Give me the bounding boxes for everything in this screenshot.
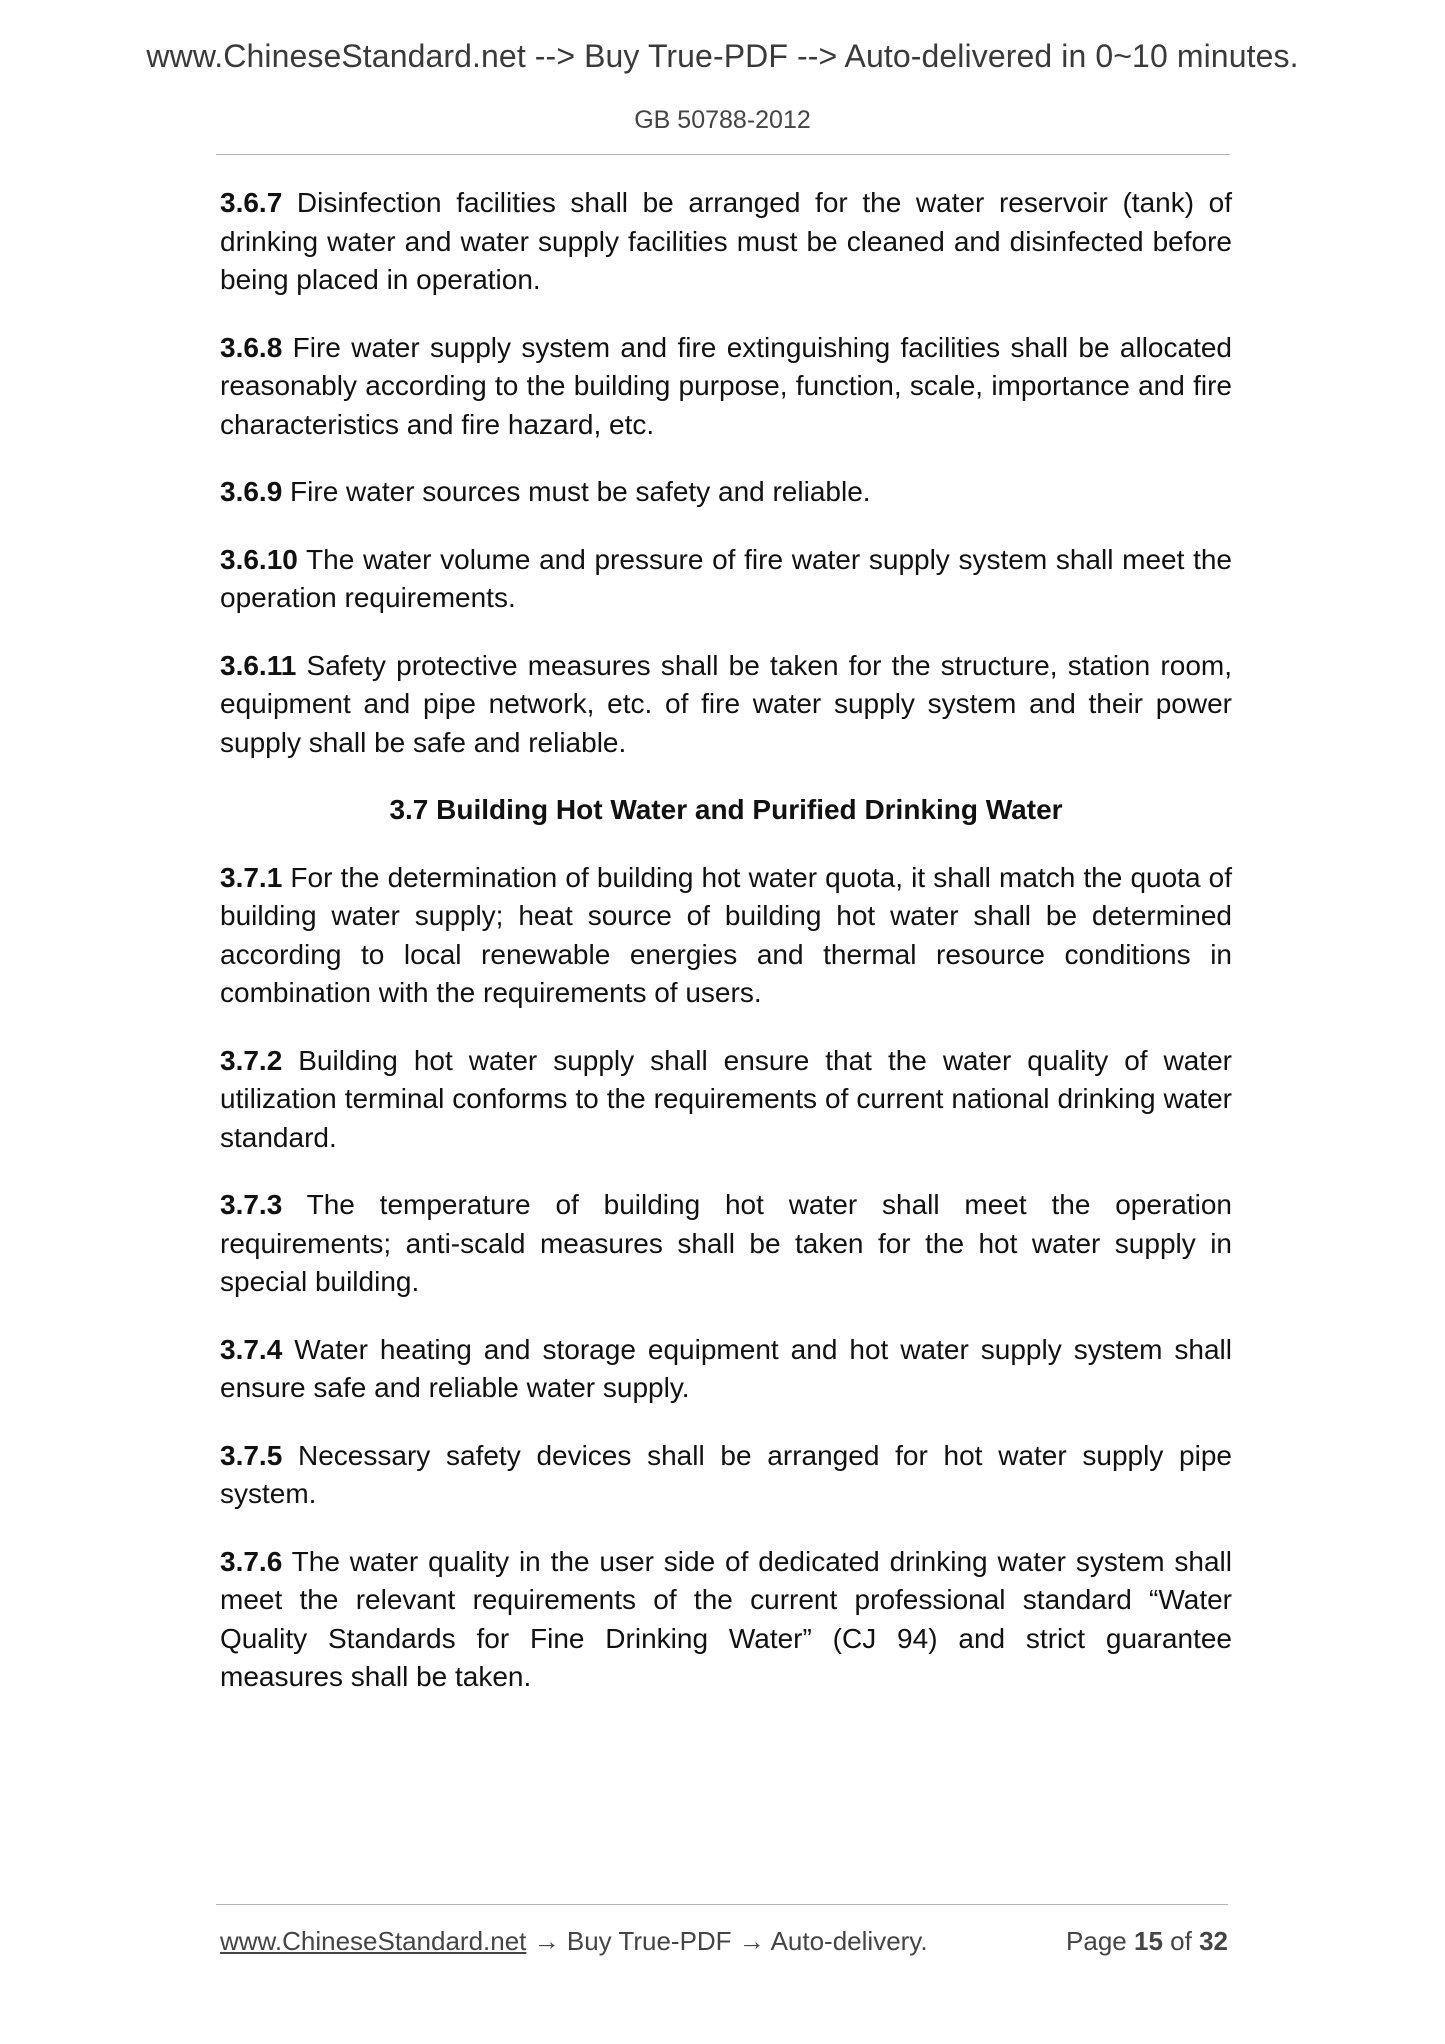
clause-3-7-6 (220, 1543, 1232, 1697)
clause-text: The water volume and pressure of fire water supply system shall meet the operation requirements. (220, 543, 1232, 613)
page-current: 15 (1134, 1926, 1163, 1956)
clause-number: 3.7.1 (220, 861, 283, 893)
page-label: Page (1066, 1926, 1127, 1956)
page-indicator (1066, 1926, 1228, 1957)
clause-number: 3.7.4 (220, 1333, 283, 1365)
clause-3-7-4 (220, 1331, 1232, 1408)
clause-text: Water heating and storage equipment and hot water supply system shall ensure safe and reliable water supply. (220, 1333, 1232, 1403)
page-total: 32 (1199, 1926, 1228, 1956)
header-divider (216, 154, 1230, 155)
clause-number: 3.7.5 (220, 1439, 283, 1471)
clause-3-6-9 (220, 473, 1232, 512)
clause-3-7-5 (220, 1437, 1232, 1514)
document-body (220, 184, 1232, 1726)
clause-3-7-1 (220, 859, 1232, 1013)
clause-text: Fire water sources must be safety and reliable. (282, 476, 871, 507)
clause-number: 3.6.9 (220, 476, 283, 507)
clause-text: Fire water supply system and fire extinguishing facilities shall be allocated reasonably according to the building purpose, function, scale, importance and fire characteristics and fire hazard, etc. (220, 331, 1232, 440)
clause-text: Necessary safety devices shall be arranged for hot water supply pipe system. (220, 1439, 1232, 1509)
clause-number: 3.6.10 (220, 543, 298, 575)
clause-text: The temperature of building hot water shall meet the operation requirements; anti-scald measures shall be taken for the hot water supply in special building. (220, 1189, 1232, 1297)
clause-text: Safety protective measures shall be taken for the structure, station room, equipment and pipe network, etc. of fire water supply system and their power supply shall be safe and reliable. (220, 649, 1232, 758)
footer-tagline: → Buy True-PDF → Auto-delivery. (526, 1926, 928, 1956)
clause-number: 3.6.8 (220, 331, 283, 363)
footer-website-link[interactable]: www.ChineseStandard.net (220, 1926, 527, 1956)
clause-text: For the determination of building hot water quota, it shall match the quota of building water supply; heat source of building hot water shall be determined according to local renewable energies and thermal resource conditions in combination with the requirements of users. (220, 861, 1232, 1008)
page-of-label: of (1170, 1926, 1192, 1956)
clause-text: The water quality in the user side of dedicated drinking water system shall meet the relevant requirements of the current professional standard “Water Quality Standards for Fine Drinking Water” (CJ 94) and strict guarantee measures shall be taken. (220, 1545, 1232, 1692)
clause-number: 3.7.2 (220, 1044, 283, 1076)
clause-number: 3.6.7 (220, 187, 283, 218)
clause-number: 3.7.3 (220, 1189, 283, 1220)
standard-number: GB 50788-2012 (634, 106, 811, 134)
clause-3-7-3 (220, 1186, 1232, 1302)
footer-divider (216, 1904, 1228, 1905)
clause-text: Building hot water supply shall ensure that the water quality of water utilization terminal conforms to the requirements of current national drinking water standard. (220, 1044, 1232, 1153)
top-banner: www.ChineseStandard.net --> Buy True-PDF --> Auto-delivered in 0~10 minutes. (146, 38, 1299, 74)
clause-3-6-7 (220, 184, 1232, 300)
clause-number: 3.7.6 (220, 1545, 283, 1577)
clause-3-6-11 (220, 647, 1232, 763)
clause-text: Disinfection facilities shall be arranged for the water reservoir (tank) of drinking water and water supply facilities must be cleaned and disinfected before being placed in operation. (220, 187, 1232, 295)
clause-3-6-8 (220, 329, 1232, 445)
section-title: 3.7 Building Hot Water and Purified Drinking Water (389, 794, 1063, 825)
clause-3-6-10 (220, 541, 1232, 618)
clause-3-7-2 (220, 1042, 1232, 1158)
clause-number: 3.6.11 (220, 649, 297, 681)
footer (220, 1926, 1228, 1957)
